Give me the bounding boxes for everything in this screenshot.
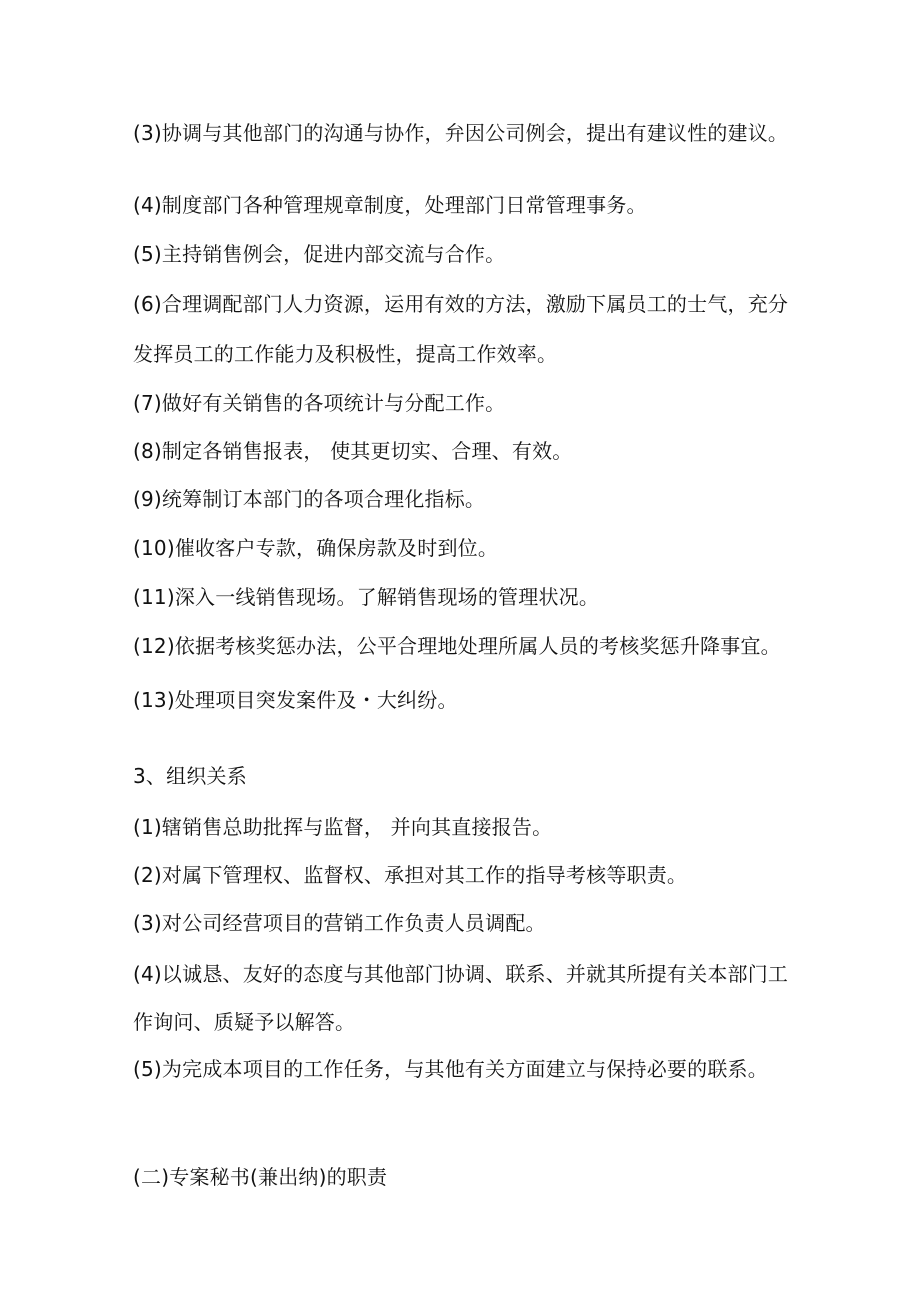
section-heading-secretary: (二)专案秘书(兼出纳)的职责 <box>133 1165 388 1189</box>
relation-item-1: (1)辖销售总助批挥与监督， 并向其直接报告。 <box>133 815 553 839</box>
duty-item-13: (13)处理项目突发案件及・大纠纷。 <box>133 688 458 712</box>
relation-item-4-continued: 作询问、质疑予以解答。 <box>133 1010 356 1034</box>
duty-item-3: (3)协调与其他部门的沟通与协作，弁因公司例会，提出有建议性的建议。 <box>133 121 789 145</box>
duty-item-10: (10)催收客户专款，确保房款及时到位。 <box>133 536 499 560</box>
duty-item-5: (5)主持销售例会，促进内部交流与合作。 <box>133 242 506 266</box>
duty-item-12: (12)依据考核奖惩办法，公平合理地处理所属人员的考核奖惩升降事宜。 <box>133 634 781 658</box>
duty-item-11: (11)深入一线销售现场。了解销售现场的管理状况。 <box>133 585 600 609</box>
relation-item-2: (2)对属下管理权、监督权、承担对其工作的指导考核等职责。 <box>133 863 688 887</box>
duty-item-4: (4)制度部门各种管理规章制度，处理部门日常管理事务。 <box>133 193 647 217</box>
section-heading-organization: 3、组织关系 <box>133 764 247 788</box>
relation-item-4: (4)以诚恳、友好的态度与其他部门协调、联系、并就其所提有关本部门工 <box>133 962 789 986</box>
duty-item-6: (6)合理调配部门人力资源，运用有效的方法，激励下属员工的士气，充分 <box>133 292 789 316</box>
relation-item-3: (3)对公司经营项目的营销工作负责人员调配。 <box>133 911 546 935</box>
duty-item-6-continued: 发挥员工的工作能力及积极性，提高工作效率。 <box>133 342 558 366</box>
relation-item-5: (5)为完成本项目的工作任务，与其他有关方面建立与保持必要的联系。 <box>133 1057 768 1081</box>
duty-item-9: (9)统筹制订本部门的各项合理化指标。 <box>133 487 486 511</box>
duty-item-8: (8)制定各销售报表， 使其更切实、合理、有效。 <box>133 439 573 463</box>
duty-item-7: (7)做好有关销售的各项统计与分配工作。 <box>133 391 506 415</box>
